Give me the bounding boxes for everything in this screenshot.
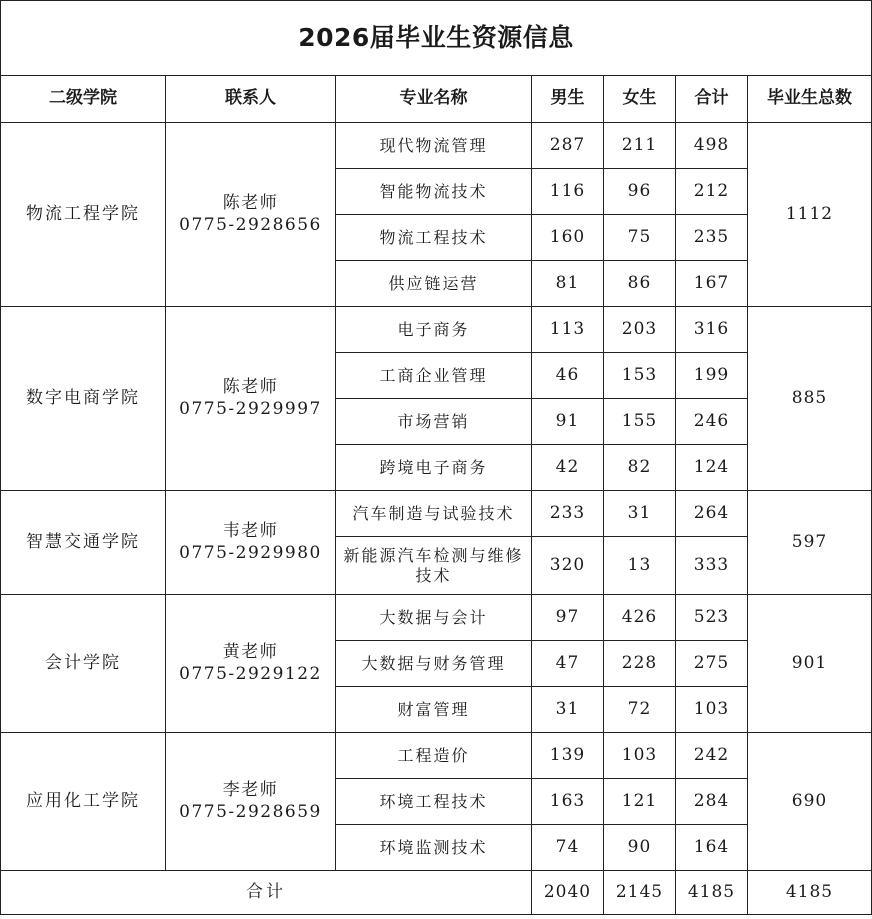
major-subtotal: 242 — [676, 733, 748, 779]
major-name: 电子商务 — [336, 307, 532, 353]
contact-phone: 0775-2929997 — [179, 398, 322, 419]
contact-cell — [166, 595, 336, 733]
major-subtotal: 246 — [676, 399, 748, 445]
major-name: 跨境电子商务 — [336, 445, 532, 491]
major-name: 现代物流管理 — [336, 123, 532, 169]
table-row — [1, 307, 872, 353]
male-count: 47 — [532, 641, 604, 687]
male-count: 113 — [532, 307, 604, 353]
male-count: 116 — [532, 169, 604, 215]
major-name: 大数据与财务管理 — [336, 641, 532, 687]
major-name: 财富管理 — [336, 687, 532, 733]
major-subtotal: 275 — [676, 641, 748, 687]
header-male: 男生 — [532, 76, 604, 123]
male-count: 31 — [532, 687, 604, 733]
contact-phone: 0775-2928656 — [179, 214, 322, 235]
female-count: 86 — [604, 261, 676, 307]
contact-name: 陈老师 — [222, 193, 279, 214]
totals-sum: 4185 — [676, 871, 748, 915]
major-name: 工商企业管理 — [336, 353, 532, 399]
major-name: 环境监测技术 — [336, 825, 532, 871]
college-name: 智慧交通学院 — [1, 491, 166, 595]
header-contact: 联系人 — [166, 76, 336, 123]
college-total: 901 — [748, 595, 872, 733]
contact-cell — [166, 491, 336, 595]
contact-cell — [166, 123, 336, 307]
contact-name: 黄老师 — [222, 642, 279, 663]
totals-male: 2040 — [532, 871, 604, 915]
major-name: 大数据与会计 — [336, 595, 532, 641]
major-subtotal: 212 — [676, 169, 748, 215]
title-row — [1, 1, 872, 76]
major-subtotal: 284 — [676, 779, 748, 825]
major-subtotal: 103 — [676, 687, 748, 733]
female-count: 155 — [604, 399, 676, 445]
major-subtotal: 124 — [676, 445, 748, 491]
male-count: 91 — [532, 399, 604, 445]
female-count: 31 — [604, 491, 676, 537]
college-name: 物流工程学院 — [1, 123, 166, 307]
table-row — [1, 123, 872, 169]
major-name: 环境工程技术 — [336, 779, 532, 825]
major-name: 新能源汽车检测与维修技术 — [336, 537, 532, 595]
contact-name: 陈老师 — [222, 377, 279, 398]
major-subtotal: 264 — [676, 491, 748, 537]
major-subtotal: 164 — [676, 825, 748, 871]
male-count: 81 — [532, 261, 604, 307]
major-name: 市场营销 — [336, 399, 532, 445]
contact-cell — [166, 307, 336, 491]
table-row — [1, 491, 872, 537]
major-subtotal: 523 — [676, 595, 748, 641]
female-count: 13 — [604, 537, 676, 595]
totals-female: 2145 — [604, 871, 676, 915]
totals-grand: 4185 — [748, 871, 872, 915]
header-major: 专业名称 — [336, 76, 532, 123]
major-subtotal: 498 — [676, 123, 748, 169]
contact-phone: 0775-2928659 — [179, 801, 322, 822]
header-grand-total: 毕业生总数 — [748, 76, 872, 123]
male-count: 74 — [532, 825, 604, 871]
contact-name: 韦老师 — [222, 521, 279, 542]
table-body — [1, 123, 872, 871]
major-subtotal: 167 — [676, 261, 748, 307]
totals-row — [1, 871, 872, 915]
page-title: 2026届毕业生资源信息 — [1, 1, 872, 76]
college-total: 690 — [748, 733, 872, 871]
header-college: 二级学院 — [1, 76, 166, 123]
female-count: 121 — [604, 779, 676, 825]
male-count: 233 — [532, 491, 604, 537]
major-subtotal: 333 — [676, 537, 748, 595]
college-name: 数字电商学院 — [1, 307, 166, 491]
male-count: 287 — [532, 123, 604, 169]
female-count: 96 — [604, 169, 676, 215]
college-name: 会计学院 — [1, 595, 166, 733]
contact-name: 李老师 — [222, 780, 279, 801]
major-subtotal: 199 — [676, 353, 748, 399]
major-name: 物流工程技术 — [336, 215, 532, 261]
female-count: 103 — [604, 733, 676, 779]
male-count: 42 — [532, 445, 604, 491]
college-total: 597 — [748, 491, 872, 595]
college-total: 1112 — [748, 123, 872, 307]
contact-cell — [166, 733, 336, 871]
female-count: 426 — [604, 595, 676, 641]
major-subtotal: 316 — [676, 307, 748, 353]
female-count: 82 — [604, 445, 676, 491]
female-count: 211 — [604, 123, 676, 169]
contact-phone: 0775-2929122 — [179, 663, 322, 684]
female-count: 203 — [604, 307, 676, 353]
male-count: 320 — [532, 537, 604, 595]
college-total: 885 — [748, 307, 872, 491]
major-subtotal: 235 — [676, 215, 748, 261]
male-count: 163 — [532, 779, 604, 825]
male-count: 139 — [532, 733, 604, 779]
header-subtotal: 合计 — [676, 76, 748, 123]
male-count: 46 — [532, 353, 604, 399]
female-count: 72 — [604, 687, 676, 733]
major-name: 汽车制造与试验技术 — [336, 491, 532, 537]
male-count: 97 — [532, 595, 604, 641]
major-name: 供应链运营 — [336, 261, 532, 307]
male-count: 160 — [532, 215, 604, 261]
female-count: 153 — [604, 353, 676, 399]
header-female: 女生 — [604, 76, 676, 123]
female-count: 90 — [604, 825, 676, 871]
contact-phone: 0775-2929980 — [179, 542, 322, 563]
college-name: 应用化工学院 — [1, 733, 166, 871]
major-name: 智能物流技术 — [336, 169, 532, 215]
header-row — [1, 76, 872, 123]
female-count: 228 — [604, 641, 676, 687]
table-row — [1, 595, 872, 641]
table-row — [1, 733, 872, 779]
major-name: 工程造价 — [336, 733, 532, 779]
totals-label: 合计 — [1, 871, 532, 915]
female-count: 75 — [604, 215, 676, 261]
